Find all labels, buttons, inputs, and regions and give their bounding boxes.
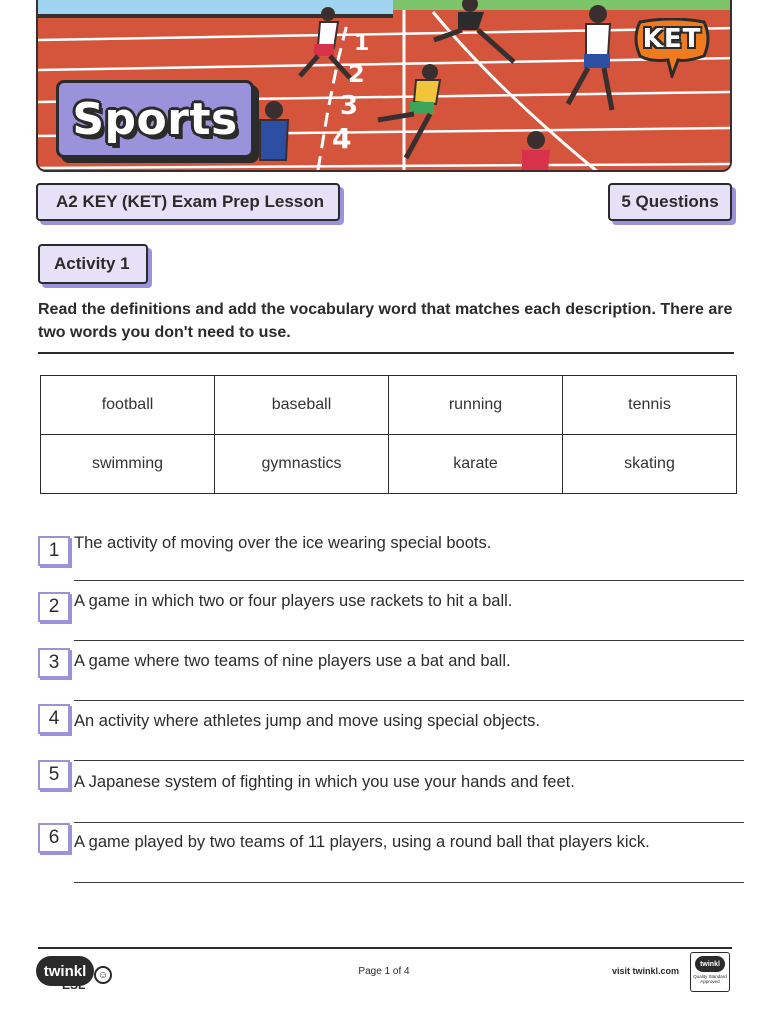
question-number: 6 xyxy=(38,823,70,853)
smile-icon: ☺ xyxy=(94,966,112,984)
question-text: The activity of moving over the ice wearing special boots. xyxy=(74,534,492,552)
question-item xyxy=(38,592,744,652)
lane-number: 1 xyxy=(354,31,370,56)
logo-text: twinkl xyxy=(36,956,94,986)
word-bank-row xyxy=(41,435,737,494)
answer-line[interactable] xyxy=(74,882,744,883)
ket-badge xyxy=(632,18,712,78)
word-bank-cell: swimming xyxy=(41,435,215,494)
questions-count: 5 Questions xyxy=(621,192,719,211)
divider xyxy=(38,352,734,354)
question-item xyxy=(38,704,744,764)
page-title: Sports xyxy=(72,93,238,145)
question-item xyxy=(38,648,744,708)
seal-caption: Quality Standard Approved xyxy=(693,974,727,984)
page-number: Page 1 of 4 xyxy=(358,966,410,977)
word-bank-cell: gymnastics xyxy=(215,435,389,494)
question-text: A game in which two or four players use rackets to hit a ball. xyxy=(74,592,513,610)
question-number: 4 xyxy=(38,704,70,734)
word-bank-cell: karate xyxy=(389,435,563,494)
lane-number: 3 xyxy=(340,91,359,121)
word-bank-cell: skating xyxy=(563,435,737,494)
quality-seal xyxy=(690,952,730,992)
question-item xyxy=(38,760,744,820)
word-bank-table xyxy=(40,375,737,494)
lesson-label: A2 KEY (KET) Exam Prep Lesson xyxy=(56,192,324,211)
word-bank-cell: tennis xyxy=(563,376,737,435)
question-item xyxy=(38,823,744,883)
activity-label: Activity 1 xyxy=(54,254,130,273)
question-text: A Japanese system of fighting in which you use your hands and feet. xyxy=(74,773,575,791)
answer-line[interactable] xyxy=(74,640,744,641)
seal-logo: twinkl xyxy=(695,956,725,972)
question-text: A game played by two teams of 11 players, using a round ball that players kick. xyxy=(74,833,650,851)
question-number: 1 xyxy=(38,536,70,566)
logo-sub: ESL xyxy=(62,978,86,992)
activity-tag xyxy=(38,244,148,284)
title-plate xyxy=(56,80,254,158)
question-item xyxy=(38,536,744,596)
question-number: 3 xyxy=(38,648,70,678)
word-bank-cell: baseball xyxy=(215,376,389,435)
word-bank-cell: football xyxy=(41,376,215,435)
question-text: An activity where athletes jump and move using special objects. xyxy=(74,712,540,730)
instructions: Read the definitions and add the vocabulary word that matches each description. There are two words you don't need to use. xyxy=(38,301,733,341)
answer-line[interactable] xyxy=(74,580,744,581)
website-link[interactable]: visit twinkl.com xyxy=(612,966,680,976)
questions-tag xyxy=(608,183,732,221)
lane-number: 4 xyxy=(332,122,352,155)
word-bank-row xyxy=(41,376,737,435)
question-number: 5 xyxy=(38,760,70,790)
word-bank-cell: running xyxy=(389,376,563,435)
lane-number: 2 xyxy=(348,60,365,88)
question-number: 2 xyxy=(38,592,70,622)
footer-divider xyxy=(38,947,732,949)
question-text: A game where two teams of nine players use a bat and ball. xyxy=(74,652,511,670)
ket-label: KET xyxy=(642,24,702,54)
answer-line[interactable] xyxy=(74,700,744,701)
lesson-tag xyxy=(36,183,340,221)
